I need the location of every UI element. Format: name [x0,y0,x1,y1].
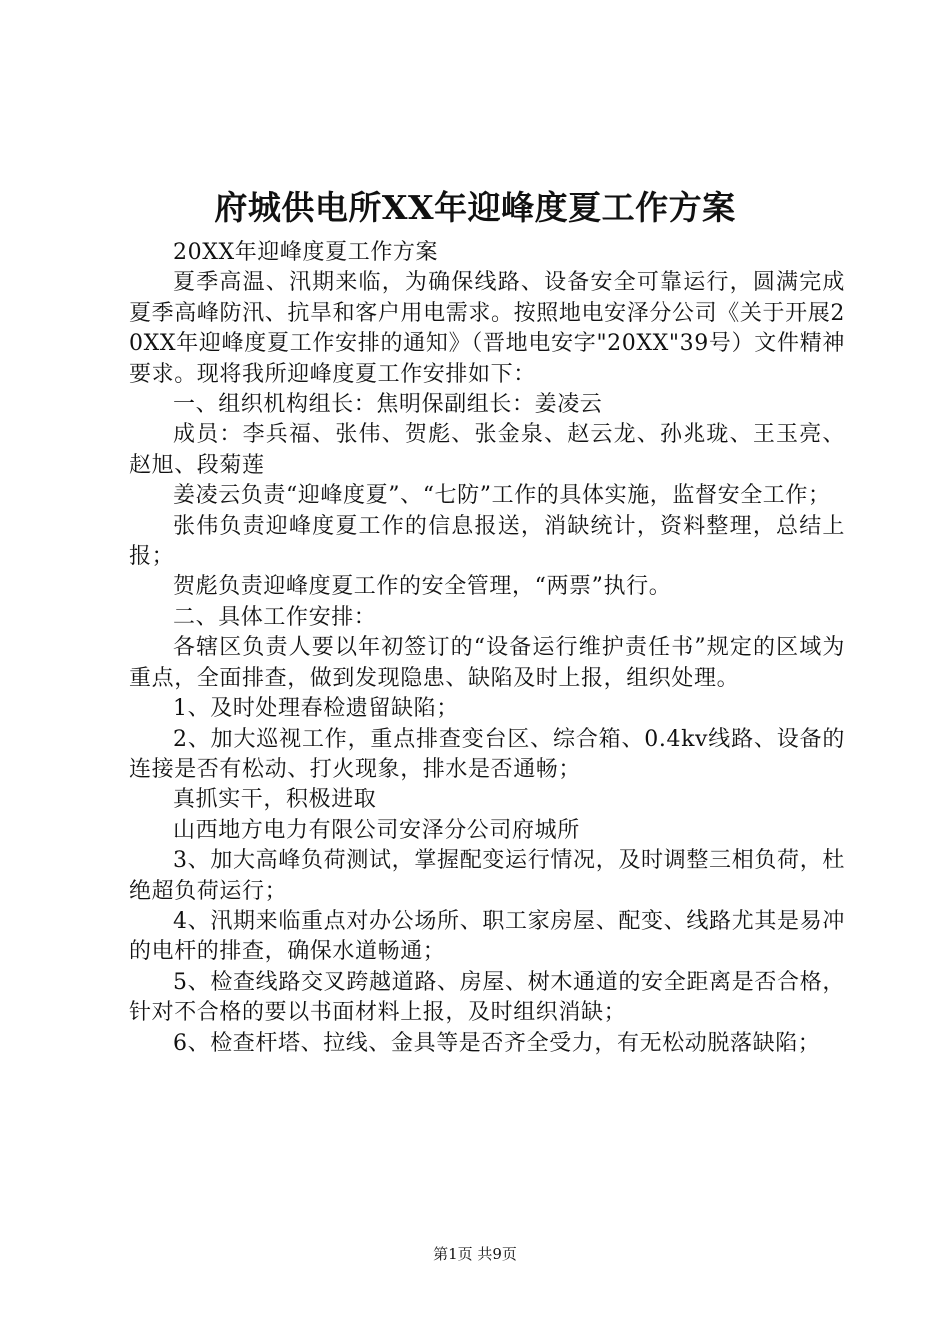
paragraph: 成员：李兵福、张伟、贺彪、张金泉、赵云龙、孙兆珑、王玉亮、赵旭、段菊莲 [129,422,845,478]
paragraph: 1、及时处理春检遗留缺陷； [173,696,459,722]
document-body [129,238,845,1059]
paragraph: 各辖区负责人要以年初签订的“设备运行维护责任书”规定的区域为重点，全面排查，做到发现隐患、缺陷及时上报，组织处理。 [129,635,845,691]
paragraph: 二、具体工作安排： [173,604,377,630]
paragraph: 4、汛期来临重点对办公场所、职工家房屋、配变、线路尤其是易冲的电杆的排查，确保水道畅通； [129,908,845,965]
paragraph: 20XX年迎峰度夏工作方案 [173,240,439,265]
paragraph: 3、加大高峰负荷测试，掌握配变运行情况，及时调整三相负荷，杜绝超负荷运行； [129,848,845,904]
paragraph: 5、检查线路交叉跨越道路、房屋、树木通道的安全距离是否合格，针对不合格的要以书面材料上报，及时组织消缺； [129,969,845,1026]
paragraph: 2、加大巡视工作，重点排查变台区、综合箱、0.4kv线路、设备的连接是否有松动、打火现象，排水是否通畅； [129,726,845,782]
paragraph: 夏季高温、汛期来临，为确保线路、设备安全可靠运行，圆满完成夏季高峰防汛、抗旱和客户用电需求。按照地电安泽分公司《关于开展20XX年迎峰度夏工作安排的通知》（晋地电安字"20XX"39号）文件精神要求。现将我所迎峰度夏工作安排如下： [129,270,845,387]
document-title: 府城供电所XX年迎峰度夏工作方案 [214,188,736,227]
paragraph: 山西地方电力有限公司安泽分公司府城所 [173,817,580,843]
page-footer: 第1页 共9页 [433,1245,517,1263]
paragraph: 姜凌云负责“迎峰度夏”、“七防”工作的具体实施，监督安全工作； [173,483,831,509]
paragraph: 一、组织机构组长：焦明保副组长：姜凌云 [173,392,603,418]
paragraph: 真抓实干，积极进取 [173,787,377,813]
paragraph: 张伟负责迎峰度夏工作的信息报送，消缺统计，资料整理，总结上报； [129,513,845,570]
paragraph: 贺彪负责迎峰度夏工作的安全管理，“两票”执行。 [173,574,672,600]
paragraph: 6、检查杆塔、拉线、金具等是否齐全受力，有无松动脱落缺陷； [173,1030,821,1056]
